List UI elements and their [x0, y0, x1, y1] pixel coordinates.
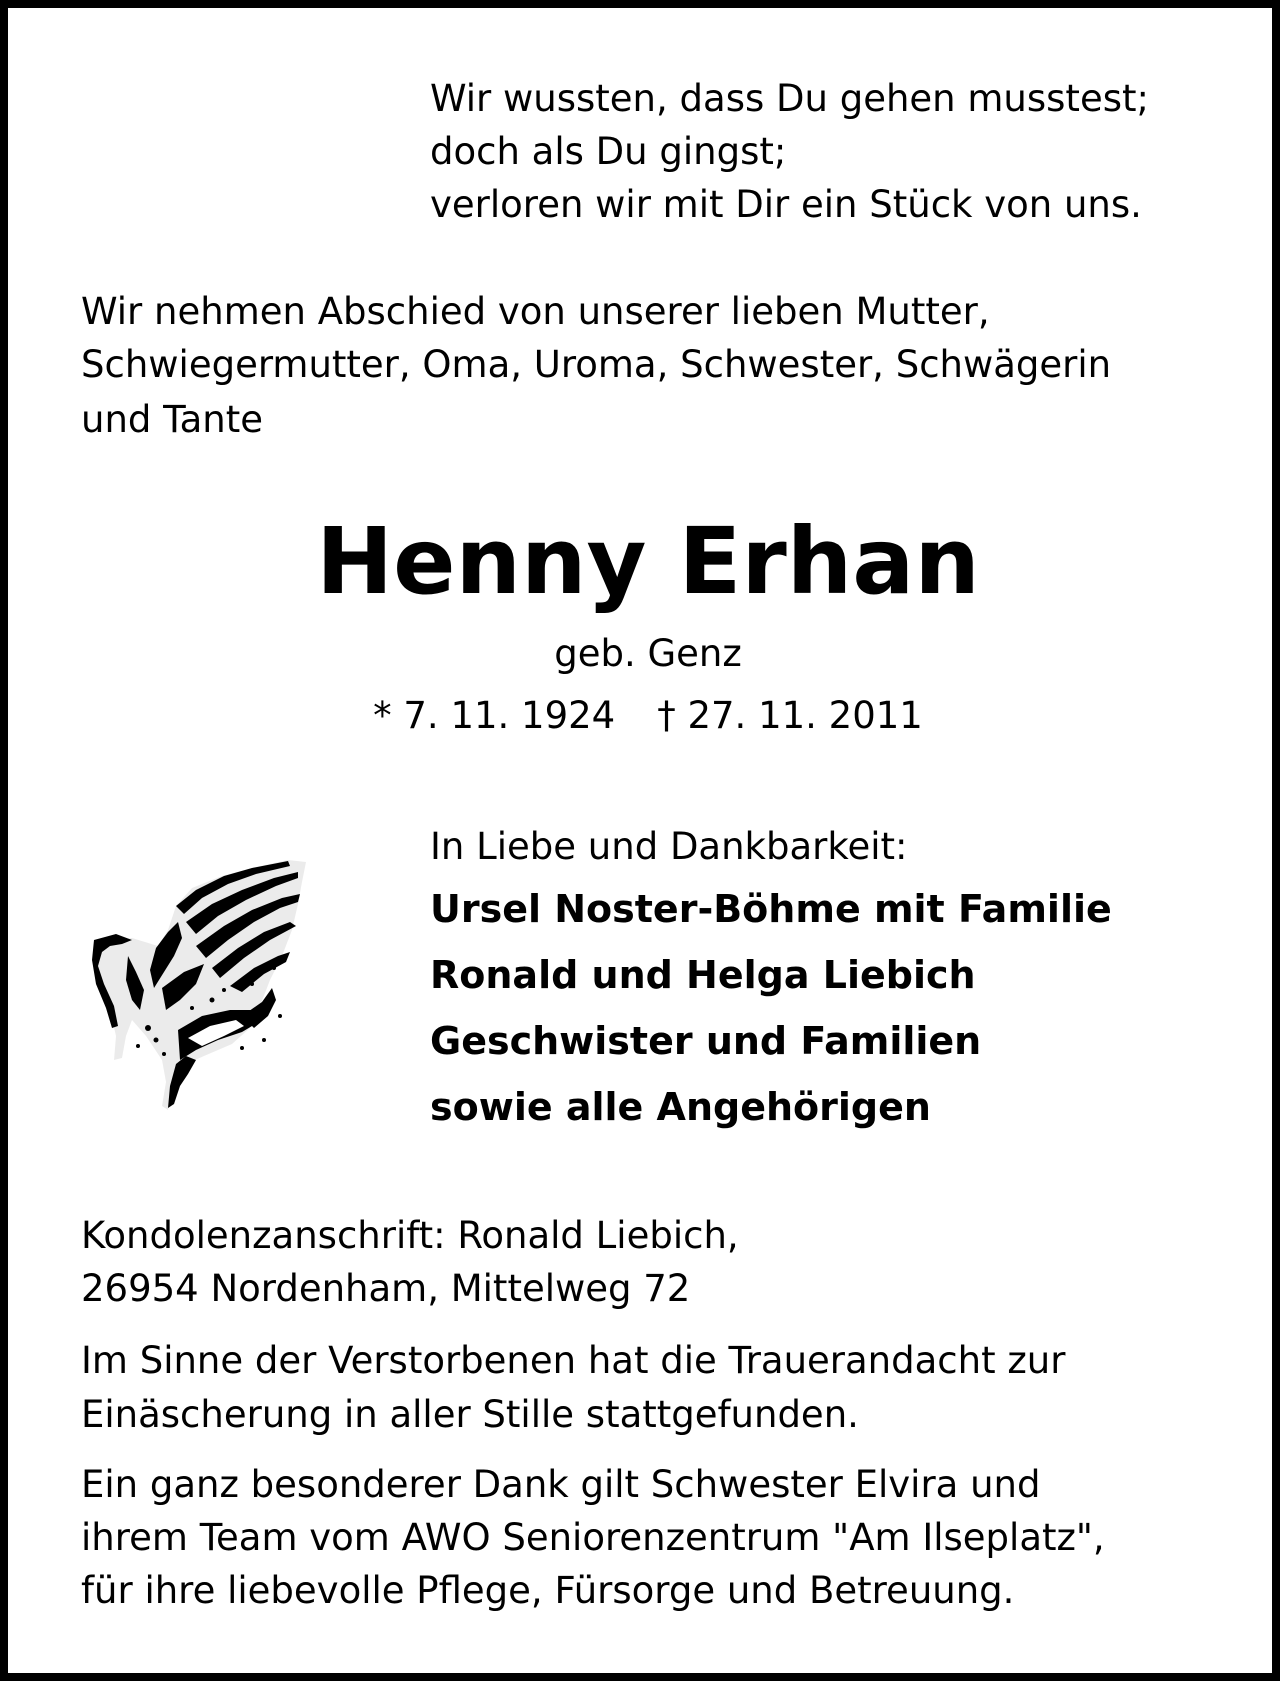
condolence-line-1: Kondolenzanschrift: Ronald Liebich, — [81, 1214, 739, 1257]
death-date: † 27. 11. 2011 — [657, 694, 923, 737]
ceremony-line-1: Im Sinne der Verstorbenen hat die Trauerandacht zur — [81, 1339, 1066, 1382]
praying-hands-icon — [92, 860, 332, 1110]
life-dates — [8, 694, 1280, 737]
mourner-2: Ronald und Helga Liebich — [430, 953, 976, 997]
intro-line-2: Schwiegermutter, Oma, Uroma, Schwester, Schwägerin — [81, 343, 1112, 386]
poem-line-2: doch als Du gingst; — [430, 130, 787, 173]
thanks-line-2: ihrem Team vom AWO Seniorenzentrum "Am Ilseplatz", — [81, 1516, 1105, 1559]
poem-line-3: verloren wir mit Dir ein Stück von uns. — [430, 183, 1142, 226]
mourners-heading: In Liebe und Dankbarkeit: — [430, 825, 908, 868]
mourner-3: Geschwister und Familien — [430, 1019, 982, 1063]
mourner-1: Ursel Noster-Böhme mit Familie — [430, 887, 1112, 931]
intro-line-1: Wir nehmen Abschied von unserer lieben Mutter, — [81, 290, 990, 333]
birth-name: geb. Genz — [554, 632, 742, 675]
thanks-line-1: Ein ganz besonderer Dank gilt Schwester Elvira und — [81, 1463, 1041, 1506]
condolence-line-2: 26954 Nordenham, Mittelweg 72 — [81, 1267, 691, 1310]
ceremony-line-2: Einäscherung in aller Stille stattgefunden. — [81, 1393, 859, 1436]
intro-line-3: und Tante — [81, 398, 264, 441]
mourner-4: sowie alle Angehörigen — [430, 1085, 931, 1129]
poem-line-1: Wir wussten, dass Du gehen musstest; — [430, 77, 1149, 120]
thanks-line-3: für ihre liebevolle Pflege, Fürsorge und Betreuung. — [81, 1569, 1015, 1612]
birth-date: * 7. 11. 1924 — [373, 694, 616, 737]
deceased-name: Henny Erhan — [316, 508, 980, 615]
